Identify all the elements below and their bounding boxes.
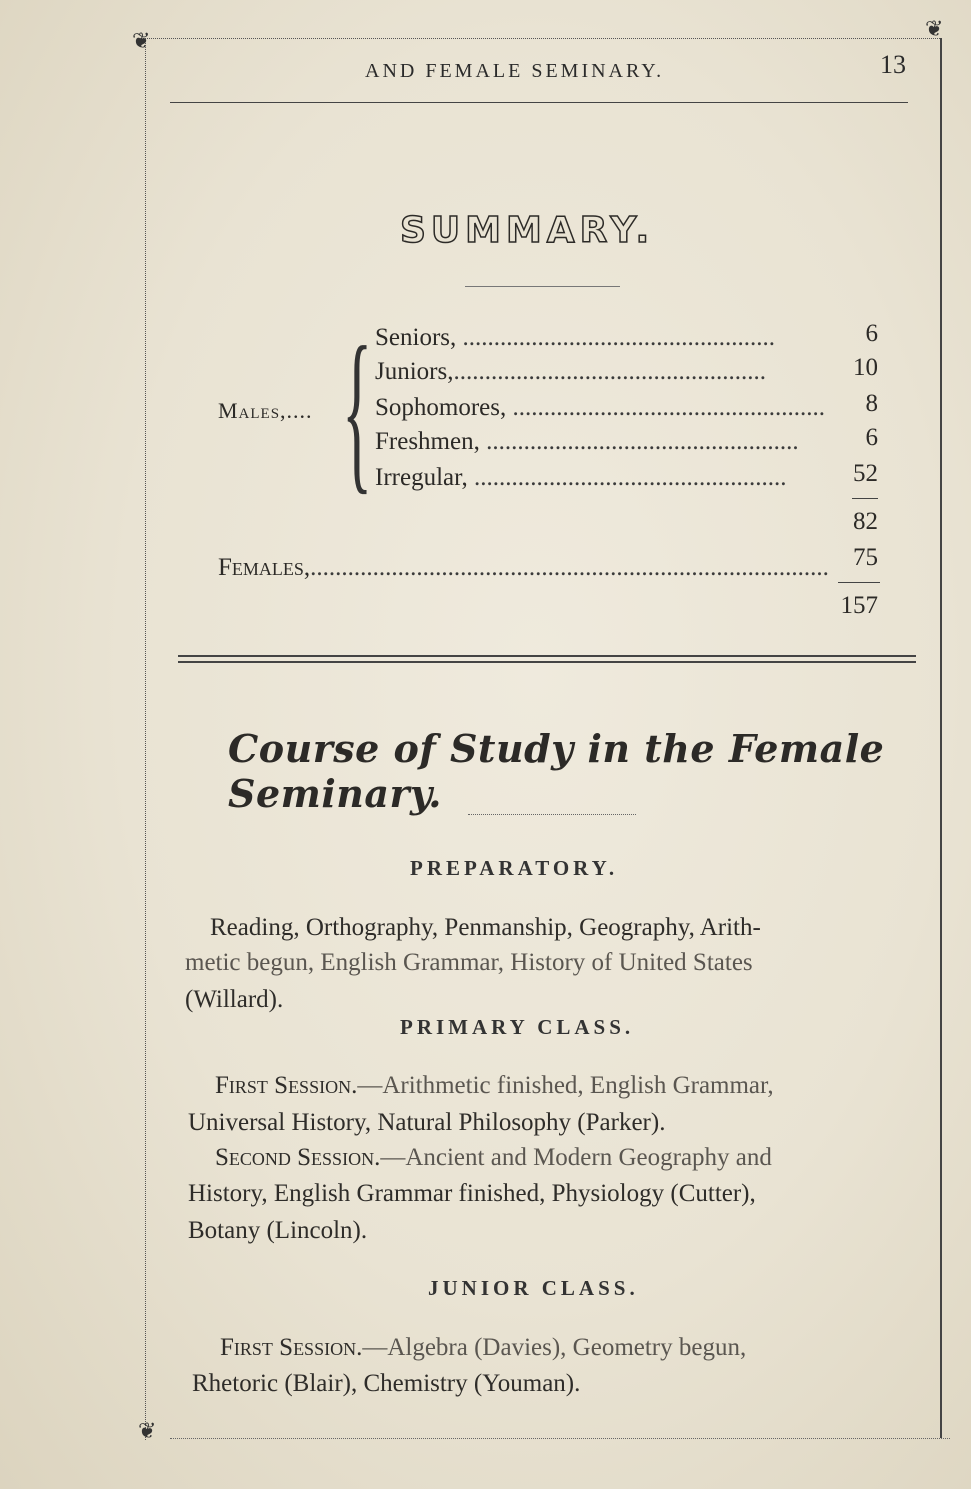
- brace-icon: {: [342, 310, 373, 509]
- preparatory-line: metic begun, English Grammar, History of United States: [185, 949, 753, 976]
- junior-first-session: First Session.—Algebra (Davies), Geometry begun,: [220, 1334, 747, 1361]
- running-title: AND FEMALE SEMINARY.: [365, 60, 665, 82]
- primary-first-session-line: Universal History, Natural Philosophy (Parker).: [188, 1109, 666, 1136]
- junior-first-session-line: Rhetoric (Blair), Chemistry (Youman).: [192, 1370, 581, 1397]
- summary-value: 6: [865, 320, 878, 347]
- males-label: Males,....: [218, 398, 313, 423]
- primary-second-session-line: Botany (Lincoln).: [188, 1217, 368, 1244]
- summary-row: Sophomores, ..................................................: [375, 394, 825, 421]
- course-title: Course of Study in the Female Seminary.: [228, 726, 885, 816]
- subtotal-rule: [852, 498, 878, 499]
- frame-border-left: [145, 40, 146, 1440]
- course-title-rule: [468, 814, 636, 815]
- summary-row: Juniors,..................................................: [375, 358, 766, 385]
- summary-value: 52: [853, 460, 878, 487]
- corner-ornament-icon: ❦: [132, 28, 151, 53]
- summary-value: 6: [865, 424, 878, 451]
- junior-heading: JUNIOR CLASS.: [428, 1276, 639, 1300]
- page-number: 13: [880, 50, 906, 79]
- frame-border-bottom: [170, 1438, 950, 1439]
- summary-title: SUMMARY.: [400, 210, 655, 251]
- frame-border-top: [140, 38, 940, 39]
- primary-first-session: First Session.—Arithmetic finished, English Grammar,: [215, 1072, 774, 1099]
- summary-row: Freshmen, ..................................................: [375, 428, 799, 455]
- females-value: 75: [853, 544, 878, 571]
- summary-value: 8: [865, 390, 878, 417]
- section-divider: [178, 655, 916, 663]
- females-row: Females,...................................................................................: [218, 554, 829, 581]
- preparatory-line: (Willard).: [185, 986, 284, 1013]
- summary-value: 10: [853, 354, 878, 381]
- frame-border-right: [940, 38, 942, 1438]
- males-total: 82: [853, 508, 878, 535]
- title-rule: [465, 286, 620, 287]
- header-rule: [170, 102, 908, 103]
- preparatory-line: Reading, Orthography, Penmanship, Geography, Arith-: [210, 914, 761, 941]
- summary-row: Irregular, ..................................................: [375, 464, 787, 491]
- primary-heading: PRIMARY CLASS.: [400, 1015, 635, 1039]
- primary-second-session-line: History, English Grammar finished, Physiology (Cutter),: [188, 1180, 756, 1207]
- corner-ornament-icon: ❦: [138, 1418, 157, 1443]
- preparatory-heading: PREPARATORY.: [410, 856, 619, 880]
- corner-ornament-icon: ❦: [925, 16, 944, 41]
- primary-second-session: Second Session.—Ancient and Modern Geography and: [215, 1144, 772, 1171]
- summary-row: Seniors, ..................................................: [375, 324, 775, 351]
- grand-total: 157: [840, 592, 878, 619]
- total-rule: [838, 582, 880, 583]
